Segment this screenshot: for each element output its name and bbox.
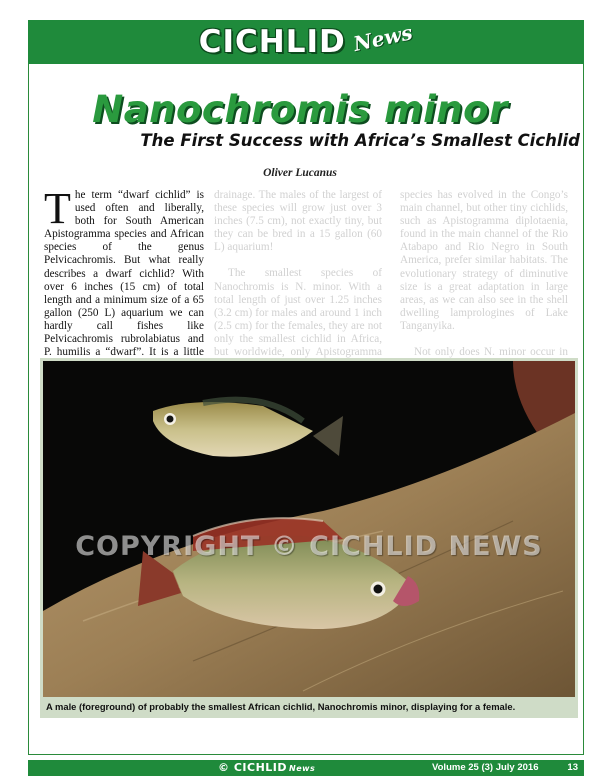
column-3-paragraph-2: Not only does N. minor occur in [414,346,568,359]
drop-cap: T [44,184,71,233]
column-2-paragraph-2: The smallest species of Nanochromis is N. minor. With a total length of just over 1.25 inches (3.2 cm) for males and around 1 inch (2.5 cm) for the females, they are not only the smallest cichlid in Africa, but worldwide, only Apistogramma [214,267,382,359]
footer-brand [218,761,315,774]
article-subtitle: The First Success with Africa’s Smallest Cichlid [140,131,580,150]
column-1-text: he term “dwarf cichlid” is used often and liberally, both for South American Apistogramma species and African species of the genus Pelvicachromis. But what really describes a dwarf cichlid? With over 6 inches (15 cm) of total length and a minimum size of a 65 gallon (250 L) aquarium we can hardly call fishes like Pelvicachromis rubrolabiatus and P. humilis a “dwarf”. It is a little [44,189,204,359]
page-number: 13 [567,762,578,773]
masthead [28,20,584,64]
footer-brand-name: CICHLID [233,761,288,774]
footer-copyright-symbol: © [218,761,230,774]
photo-caption: A male (foreground) of probably the smallest African cichlid, Nanochromis minor, displaying for a female. [46,701,516,712]
article-title: Nanochromis minor [92,88,508,131]
article-byline: Oliver Lucanus [263,167,337,179]
page-footer [28,760,584,776]
fish-photo-illustration [43,361,575,697]
masthead-title: CICHLID [198,24,346,60]
column-3-paragraph-1: species has evolved in the Congo’s main channel, but other tiny cichlids, such as Apistogramma diplotaenia, found in the main channel of the Rio Atabapo and Rio Negro in South America, prefer similar habitats. The evolutionary strategy of diminutive size is a great adaptation in large areas, as we can also see in the shell dwelling lamprologines of Lake Tanganyika. [400,189,568,332]
footer-volume-info: Volume 25 (3) July 2016 [432,762,539,773]
footer-brand-news: News [289,764,316,773]
article-column-3 [400,189,568,372]
masthead-news-script: News [351,20,415,57]
photo-watermark: COPYRIGHT © CICHLID NEWS [75,531,543,562]
column-2-paragraph-1: drainage. The males of the largest of these species will grow just over 3 inches (7.5 cm), not exactly tiny, but they can be bred in a 15 gallon (60 L) aquarium! [214,189,382,254]
fish-photo [43,361,575,697]
